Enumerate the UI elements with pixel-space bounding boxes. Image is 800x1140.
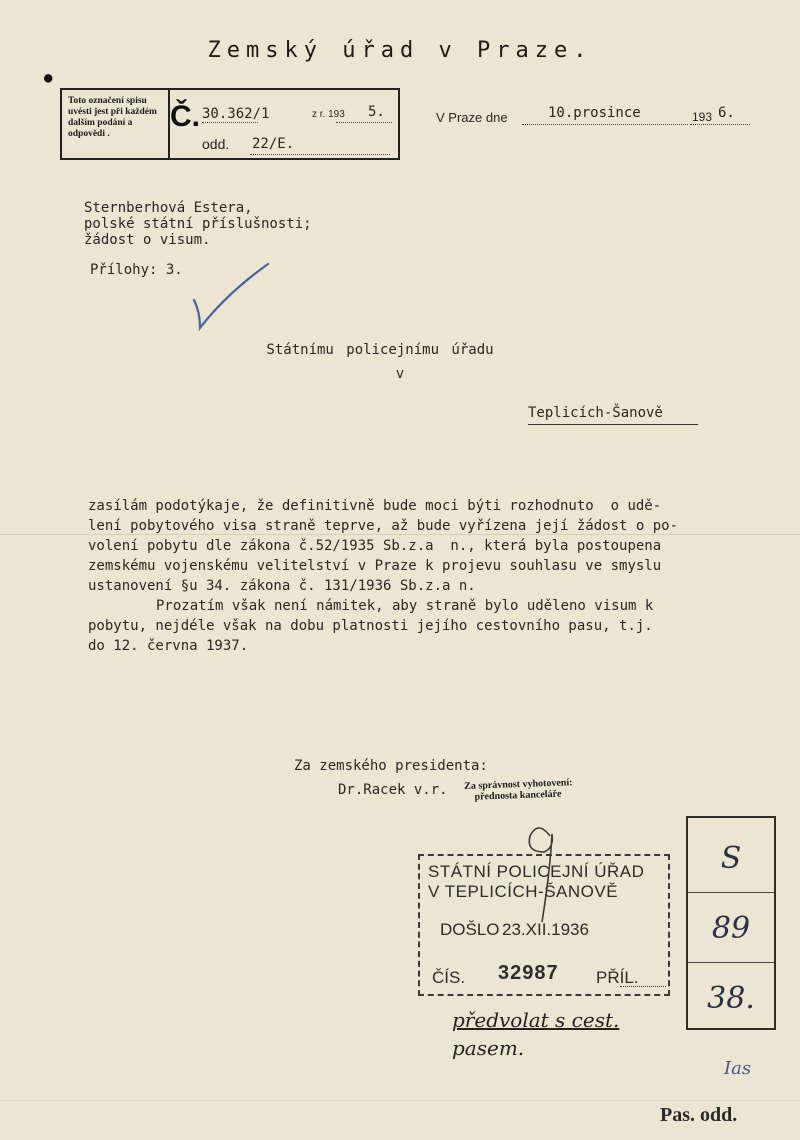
body-line: Prozatím však není námitek, aby straně bylo uděleno visum k <box>156 598 654 614</box>
reference-note-cell <box>62 90 170 158</box>
reference-number: 30.362/1 <box>202 106 270 122</box>
dateline-year-prefix: 193 <box>692 110 713 124</box>
attachments-count: Přílohy: 3. <box>90 262 183 278</box>
reference-year-digit: 5. <box>368 104 385 120</box>
recipient-city: Teplicích-Šanově <box>528 405 663 421</box>
registry-cell: S <box>688 824 774 893</box>
dotted-line <box>522 124 688 125</box>
recipient-underline <box>528 424 698 425</box>
handwritten-initial-icon <box>520 812 580 932</box>
stamp-attachments-label: PŘÍL. <box>596 968 639 987</box>
handwritten-note: předvolat s cest. <box>452 1008 620 1032</box>
body-line: pobytu, nejdéle však na dobu platnosti jejího cestovního pasu, t.j. <box>88 618 653 634</box>
office-heading: Zemský úřad v Praze. <box>207 38 593 63</box>
department-value: 22/E. <box>252 136 295 152</box>
reference-letter: Č. <box>170 100 200 133</box>
registry-box <box>686 816 776 1030</box>
body-line: lení pobytového visa straně teprve, až bude vyřízena její žádost o po- <box>88 518 679 534</box>
registry-cell: 38. <box>707 981 755 1016</box>
recipient-line: Státnímu policejnímu úřadu <box>266 342 494 358</box>
subject-line: žádost o visum. <box>84 232 211 248</box>
recipient-line: v <box>395 366 405 382</box>
body-line: do 12. června 1937. <box>88 638 249 654</box>
dotted-line <box>336 122 392 123</box>
subject-line: polské státní příslušnosti; <box>84 216 312 232</box>
dotted-line <box>690 124 750 125</box>
body-line: zasílám podotýkaje, že definitivně bude moci býti rozhodnuto o udě- <box>88 498 662 514</box>
reference-year-label: z r. 193 <box>312 109 345 120</box>
signature-title: Za zemského presidenta: <box>294 758 488 774</box>
checkmark-icon <box>186 256 276 336</box>
letter-body <box>88 496 788 656</box>
stamp-office: STÁTNÍ POLICEJNÍ ÚŘAD <box>428 862 645 881</box>
stamp-number-label: ČÍS. <box>432 968 466 987</box>
stamp-received-date: 23.XII.1936 <box>502 920 589 939</box>
dateline-label: V Praze dne <box>436 110 508 125</box>
bullet-mark: ● <box>44 70 53 86</box>
department-label: odd. <box>202 136 230 152</box>
subject-line: Sternberhová Estera, <box>84 200 253 216</box>
body-line: ustanovení §u 34. zákona č. 131/1936 Sb.z.a n. <box>88 578 476 594</box>
body-line: zemskému vojenskému velitelství v Praze k projevu souhlasu ve smyslu <box>88 558 662 574</box>
signature-name: Dr.Racek v.r. <box>338 782 448 798</box>
stamp-city: V TEPLICÍCH-ŠANOVĚ <box>428 882 619 901</box>
stamp-received-label: DOŠLO <box>440 920 500 939</box>
dateline-date: 10.prosince <box>548 105 641 121</box>
registry-cell: 89 <box>688 894 774 963</box>
dateline-year-digit: 6. <box>718 105 735 121</box>
verification-stamp-line: Za správnost vyhotovení: <box>464 777 573 792</box>
dotted-line <box>620 986 666 987</box>
reference-box <box>60 88 400 160</box>
reference-note: Toto označení spisu uvésti jest při každém dalším podání a odpovědi . <box>68 96 157 139</box>
stamp-number: 32987 <box>498 962 559 984</box>
paper-fold <box>0 1100 800 1101</box>
body-line: volení pobytu dle zákona č.52/1935 Sb.z.a n., která byla postoupena <box>88 538 662 554</box>
handwritten-initials: Ias <box>724 1058 752 1079</box>
subject-block <box>84 200 312 248</box>
department-stamp: Pas. odd. <box>660 1104 738 1126</box>
verification-stamp-line: přednosta kanceláře <box>474 788 562 803</box>
verification-stamp <box>464 777 573 803</box>
dotted-line <box>250 154 390 155</box>
handwritten-note: pasem. <box>452 1036 525 1060</box>
